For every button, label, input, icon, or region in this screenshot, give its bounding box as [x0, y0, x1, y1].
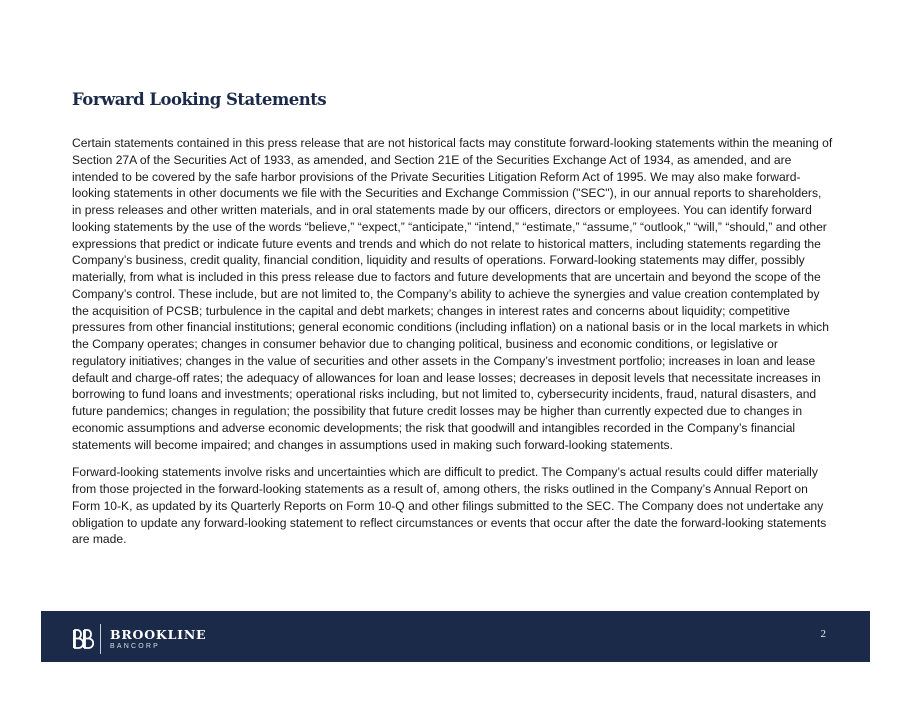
paragraph-1: Certain statements contained in this press release that are not historical facts may constitute forward-looking statements within the meaning of Section 27A of the Securities Act of 1933, as amended, and Section 21E of the Securities Exchange Act of 1934, as amended, and are intended to be covered by the safe harbor provisions of the Private Securities Litigation Reform Act of 1995. We may also make forward-looking statements in other documents we file with the Securities and Exchange Commission ("SEC"), in our annual reports to shareholders, in press releases and other written materials, and in oral statements made by our officers, directors or employees. You can identify forward looking statements by the use of the words “believe,” “expect,” “anticipate,” “intend,” “estimate,” “assume,” “outlook,” “will,” “should,” and other expressions that predict or indicate future events and trends and which do not relate to historical matters, including statements regarding the Company’s business, credit quality, financial condition, liquidity and results of operations. Forward-looking statements may differ, possibly materially, from what is included in this press release due to factors and future developments that are uncertain and beyond the scope of the Company’s control. These include, but are not limited to, the Company’s ability to achieve the synergies and value creation contemplated by the acquisition of PCSB; turbulence in the capital and debt markets; changes in interest rates and concerns about liquidity; competitive pressures from other financial institutions; general economic conditions (including inflation) on a national basis or in the local markets in which the Company operates; changes in consumer behavior due to changing political, business and economic conditions, or legislative or regulatory initiatives; changes in the value of securities and other assets in the Company’s investment portfolio; increases in loan and lease default and charge-off rates; the adequacy of allowances for loan and lease losses; decreases in deposit levels that necessitate increases in borrowing to fund loans and investments; operational risks including, but not limited to, cybersecurity incidents, fraud, natural disasters, and future pandemics; changes in regulation; the possibility that future credit losses may be higher than currently expected due to changes in economic assumptions and adverse economic developments; the risk that goodwill and intangibles recorded in the Company’s financial statements will become impaired; and changes in assumptions used in making such forward-looking statements.	[72, 136, 833, 452]
brookline-logo	[72, 623, 206, 655]
bb-logo-icon	[72, 628, 94, 650]
body-text	[72, 135, 834, 548]
logo-divider	[100, 624, 101, 654]
paragraph-2: Forward-looking statements involve risks and uncertainties which are difficult to predict. The Company’s actual results could differ materially from those projected in the forward-looking statements as a result of, among others, the risks outlined in the Company’s Annual Report on Form 10-K, as updated by its Quarterly Reports on Form 10-Q and other filings submitted to the SEC. The Company does not undertake any obligation to update any forward-looking statement to reflect circumstances or events that occur after the date the forward-looking statements are made.	[72, 465, 827, 547]
page-number: 2	[820, 628, 826, 640]
page-title: Forward Looking Statements	[72, 90, 327, 109]
logo-subtitle: BANCORP	[110, 642, 161, 650]
logo-wordmark	[110, 628, 206, 651]
logo-name: BROOKLINE	[110, 626, 207, 642]
footer-bar	[41, 611, 870, 662]
